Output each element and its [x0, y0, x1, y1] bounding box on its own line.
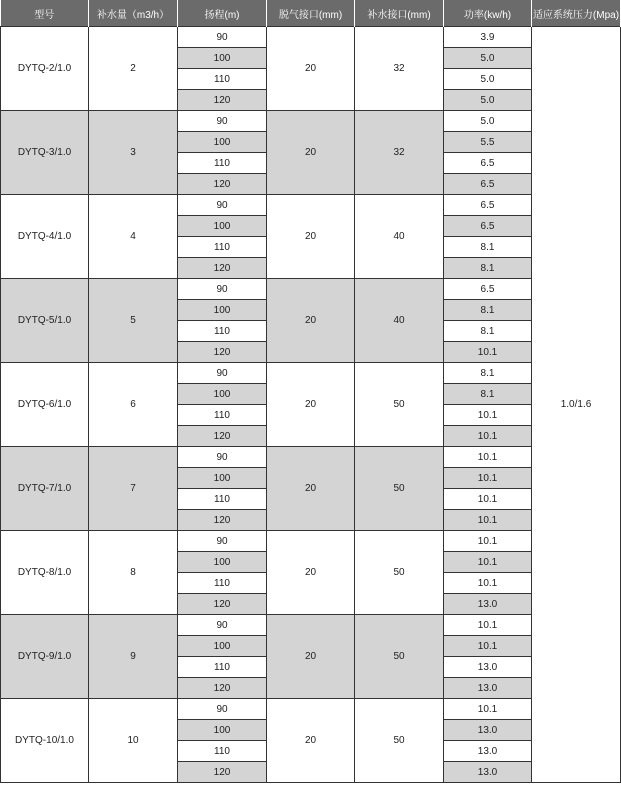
- header-row: [1, 0, 621, 27]
- cell-inlet-port: 50: [355, 531, 444, 615]
- cell-degas-port: 20: [267, 615, 355, 699]
- cell-head: 110: [178, 321, 267, 342]
- cell-power: 6.5: [444, 216, 532, 237]
- cell-head: 100: [178, 720, 267, 741]
- cell-head: 90: [178, 27, 267, 48]
- table-row: [1, 363, 621, 384]
- cell-head: 120: [178, 174, 267, 195]
- header-degas-port: 脱气接口(mm): [267, 0, 355, 27]
- cell-degas-port: 20: [267, 279, 355, 363]
- cell-power: 10.1: [444, 615, 532, 636]
- cell-power: 10.1: [444, 552, 532, 573]
- cell-inlet-port: 40: [355, 279, 444, 363]
- cell-power: 8.1: [444, 321, 532, 342]
- cell-power: 13.0: [444, 762, 532, 783]
- cell-flow: 4: [89, 195, 178, 279]
- cell-model: DYTQ-3/1.0: [1, 111, 89, 195]
- cell-flow: 6: [89, 363, 178, 447]
- table-row: [1, 195, 621, 216]
- cell-head: 120: [178, 510, 267, 531]
- cell-head: 90: [178, 699, 267, 720]
- cell-power: 13.0: [444, 657, 532, 678]
- table-row: [1, 111, 621, 132]
- cell-head: 90: [178, 615, 267, 636]
- cell-inlet-port: 50: [355, 363, 444, 447]
- cell-head: 100: [178, 132, 267, 153]
- cell-head: 110: [178, 69, 267, 90]
- cell-power: 10.1: [444, 342, 532, 363]
- cell-power: 6.5: [444, 279, 532, 300]
- cell-degas-port: 20: [267, 699, 355, 783]
- cell-power: 6.5: [444, 153, 532, 174]
- cell-head: 120: [178, 762, 267, 783]
- cell-power: 10.1: [444, 699, 532, 720]
- cell-inlet-port: 50: [355, 447, 444, 531]
- cell-power: 6.5: [444, 195, 532, 216]
- cell-power: 10.1: [444, 531, 532, 552]
- header-flow: 补水量（m3/h）: [89, 0, 178, 27]
- cell-power: 10.1: [444, 405, 532, 426]
- cell-flow: 10: [89, 699, 178, 783]
- cell-head: 100: [178, 216, 267, 237]
- cell-head: 110: [178, 657, 267, 678]
- cell-model: DYTQ-8/1.0: [1, 531, 89, 615]
- cell-head: 90: [178, 363, 267, 384]
- cell-inlet-port: 32: [355, 111, 444, 195]
- cell-power: 8.1: [444, 300, 532, 321]
- cell-head: 100: [178, 48, 267, 69]
- cell-head: 90: [178, 447, 267, 468]
- cell-head: 90: [178, 111, 267, 132]
- cell-power: 10.1: [444, 426, 532, 447]
- cell-system-pressure: 1.0/1.6: [532, 27, 621, 783]
- cell-head: 120: [178, 90, 267, 111]
- cell-inlet-port: 50: [355, 699, 444, 783]
- cell-model: DYTQ-6/1.0: [1, 363, 89, 447]
- cell-power: 10.1: [444, 447, 532, 468]
- cell-power: 5.5: [444, 132, 532, 153]
- cell-degas-port: 20: [267, 531, 355, 615]
- cell-model: DYTQ-2/1.0: [1, 27, 89, 111]
- cell-head: 100: [178, 384, 267, 405]
- cell-flow: 3: [89, 111, 178, 195]
- cell-model: DYTQ-10/1.0: [1, 699, 89, 783]
- cell-head: 120: [178, 678, 267, 699]
- cell-power: 10.1: [444, 573, 532, 594]
- cell-flow: 2: [89, 27, 178, 111]
- table-row: [1, 447, 621, 468]
- cell-power: 10.1: [444, 468, 532, 489]
- cell-degas-port: 20: [267, 447, 355, 531]
- cell-head: 100: [178, 636, 267, 657]
- cell-head: 120: [178, 258, 267, 279]
- cell-power: 8.1: [444, 258, 532, 279]
- cell-head: 90: [178, 531, 267, 552]
- cell-head: 110: [178, 741, 267, 762]
- cell-flow: 7: [89, 447, 178, 531]
- cell-power: 10.1: [444, 510, 532, 531]
- header-model: 型号: [1, 0, 89, 27]
- header-pressure: 适应系统压力(Mpa): [532, 0, 621, 27]
- cell-head: 110: [178, 489, 267, 510]
- table-row: [1, 279, 621, 300]
- cell-head: 90: [178, 195, 267, 216]
- cell-model: DYTQ-9/1.0: [1, 615, 89, 699]
- cell-inlet-port: 40: [355, 195, 444, 279]
- cell-head: 90: [178, 279, 267, 300]
- table-body: [1, 27, 621, 783]
- table-row: [1, 699, 621, 720]
- cell-power: 5.0: [444, 90, 532, 111]
- cell-degas-port: 20: [267, 363, 355, 447]
- cell-inlet-port: 32: [355, 27, 444, 111]
- header-power: 功率(kw/h): [444, 0, 532, 27]
- cell-head: 100: [178, 552, 267, 573]
- cell-model: DYTQ-5/1.0: [1, 279, 89, 363]
- cell-head: 110: [178, 237, 267, 258]
- cell-head: 110: [178, 573, 267, 594]
- cell-flow: 5: [89, 279, 178, 363]
- cell-power: 6.5: [444, 174, 532, 195]
- cell-power: 10.1: [444, 636, 532, 657]
- cell-inlet-port: 50: [355, 615, 444, 699]
- cell-power: 8.1: [444, 384, 532, 405]
- cell-head: 100: [178, 300, 267, 321]
- cell-power: 13.0: [444, 594, 532, 615]
- cell-power: 5.0: [444, 111, 532, 132]
- cell-power: 13.0: [444, 741, 532, 762]
- cell-power: 8.1: [444, 237, 532, 258]
- cell-power: 13.0: [444, 720, 532, 741]
- cell-power: 3.9: [444, 27, 532, 48]
- cell-head: 110: [178, 405, 267, 426]
- table-row: [1, 531, 621, 552]
- cell-power: 5.0: [444, 48, 532, 69]
- cell-model: DYTQ-4/1.0: [1, 195, 89, 279]
- cell-model: DYTQ-7/1.0: [1, 447, 89, 531]
- cell-power: 10.1: [444, 489, 532, 510]
- cell-degas-port: 20: [267, 111, 355, 195]
- cell-power: 8.1: [444, 363, 532, 384]
- cell-flow: 8: [89, 531, 178, 615]
- cell-head: 100: [178, 468, 267, 489]
- header-head: 扬程(m): [178, 0, 267, 27]
- cell-head: 120: [178, 594, 267, 615]
- table-row: [1, 615, 621, 636]
- cell-power: 5.0: [444, 69, 532, 90]
- table-row: [1, 27, 621, 48]
- cell-head: 120: [178, 342, 267, 363]
- cell-head: 110: [178, 153, 267, 174]
- cell-degas-port: 20: [267, 27, 355, 111]
- header-inlet-port: 补水接口(mm): [355, 0, 444, 27]
- cell-degas-port: 20: [267, 195, 355, 279]
- cell-head: 120: [178, 426, 267, 447]
- cell-flow: 9: [89, 615, 178, 699]
- cell-power: 13.0: [444, 678, 532, 699]
